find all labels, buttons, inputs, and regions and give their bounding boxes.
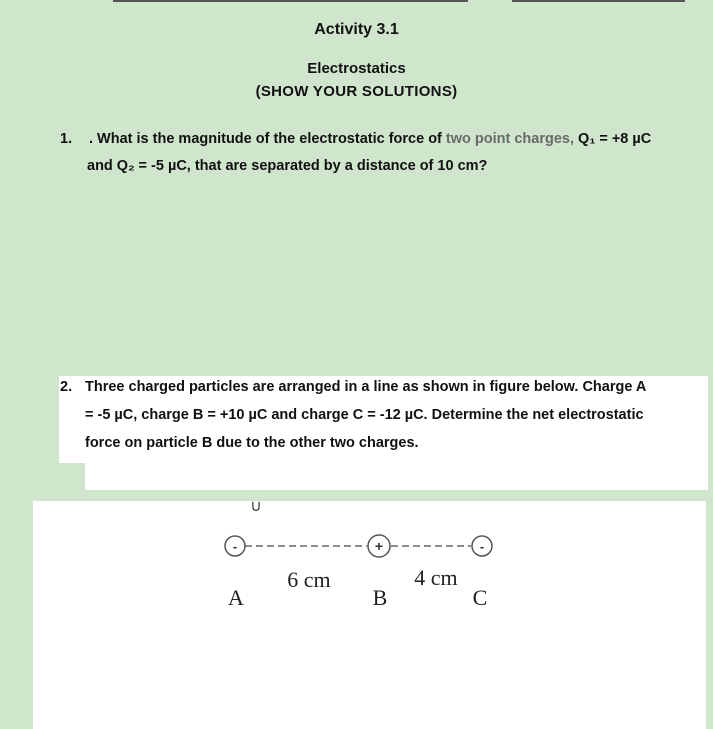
question-1-line-2: and Q₂ = -5 µC, that are separated by a distance of 10 cm?	[87, 158, 488, 174]
top-rule-right	[512, 0, 685, 2]
question-1-line-1: . What is the magnitude of the electrostatic force of two point charges, Q₁ = +8 µC	[89, 131, 652, 147]
charge-c-sign: -	[479, 539, 485, 554]
question-2-line-1: Three charged particles are arranged in a line as shown in figure below. Charge A	[85, 379, 647, 395]
charge-c	[472, 536, 492, 610]
question-2-background-tail	[85, 463, 708, 490]
charge-a-label: A	[228, 585, 244, 610]
question-2-number: 2.	[60, 379, 73, 395]
charge-c-label: C	[472, 585, 488, 610]
distance-bc-label: 4 cm	[414, 565, 458, 590]
charge-a-sign: -	[232, 539, 238, 554]
question-1-number: 1.	[60, 131, 73, 147]
question-1-highlight: two point charges,	[445, 131, 575, 147]
charge-b	[368, 535, 390, 610]
charge-b-label: B	[372, 585, 388, 610]
charge-diagram	[33, 501, 706, 729]
charge-b-sign: +	[374, 538, 384, 554]
question-2-line-3: force on particle B due to the other two charges.	[85, 435, 419, 451]
figure-panel	[33, 501, 706, 729]
subject-title: Electrostatics	[307, 60, 406, 77]
question-2-line-2: = -5 µC, charge B = +10 µC and charge C = -12 µC. Determine the net electrostatic	[85, 407, 644, 423]
stray-mark: ∪	[250, 501, 262, 515]
charge-a	[225, 536, 245, 610]
instruction-note: (SHOW YOUR SOLUTIONS)	[255, 83, 458, 100]
activity-title: Activity 3.1	[314, 21, 399, 38]
distance-ab-label: 6 cm	[287, 567, 331, 592]
top-rule-left	[113, 0, 468, 2]
